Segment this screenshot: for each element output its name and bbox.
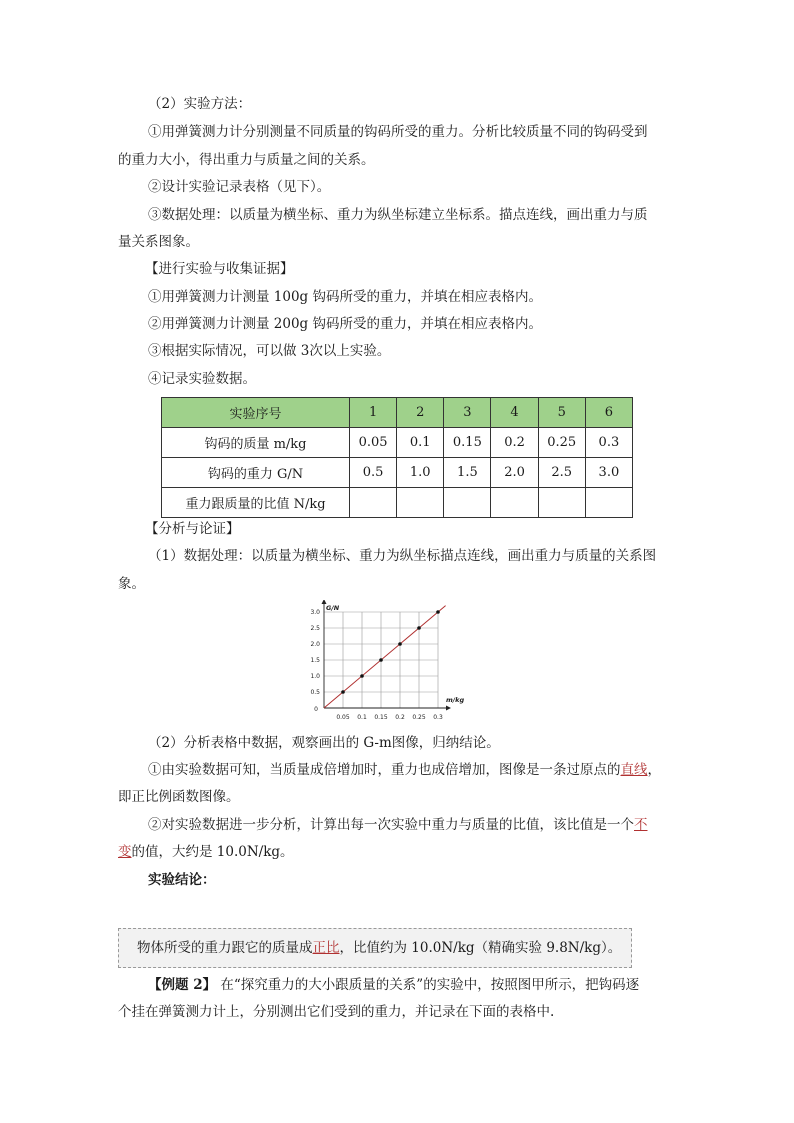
y-tick-label: 1.5 — [310, 657, 320, 664]
conclusion-1-answer: 直线 — [620, 762, 648, 778]
method-step-1: ①用弹簧测力计分别测量不同质量的钩码所受的重力。分析比较质量不同的钩码受到 — [148, 124, 648, 140]
conclusion-1-text: ①由实验数据可知，当质量成倍增加时，重力也成倍增加，图像是一条过原点的 — [148, 762, 621, 778]
y-tick-label: 0.5 — [310, 689, 320, 696]
data-point — [379, 658, 383, 662]
table-header-row — [162, 398, 633, 428]
x-tick-label: 0.25 — [412, 714, 426, 721]
experiment-conclusion-label: 实验结论： — [148, 872, 216, 888]
x-tick-label: 0.05 — [336, 714, 350, 721]
x-axis-arrow — [446, 706, 451, 711]
table-cell — [397, 488, 444, 518]
table-cell: 钩码的质量 m/kg — [162, 428, 350, 458]
data-point — [398, 642, 402, 646]
table-cell: 0.25 — [538, 428, 585, 458]
table-header-cell: 6 — [585, 398, 632, 428]
method-step-3: ③数据处理：以质量为横坐标、重力为纵坐标建立坐标系。描点连线，画出重力与质 — [148, 207, 648, 223]
conclusion-2-cont — [118, 842, 294, 862]
table-cell: 3.0 — [585, 458, 632, 488]
evidence-heading: 【进行实验与收集证据】 — [145, 261, 294, 277]
table-cell: 0.5 — [350, 458, 397, 488]
conclusion-1 — [148, 760, 661, 780]
table-cell: 0.2 — [491, 428, 538, 458]
table-cell — [491, 488, 538, 518]
table-cell: 2.5 — [538, 458, 585, 488]
table-cell: 2.0 — [491, 458, 538, 488]
method-step-1-cont: 的重力大小，得出重力与质量之间的关系。 — [118, 152, 375, 168]
example-2 — [148, 975, 639, 995]
table-cell: 重力跟质量的比值 N/kg — [162, 488, 350, 518]
method-step-3-cont: 量关系图象。 — [118, 234, 199, 250]
table-cell — [350, 488, 397, 518]
evidence-step-4: ④记录实验数据。 — [148, 371, 256, 387]
method-step-2: ②设计实验记录表格（见下）。 — [148, 179, 331, 195]
conclusion-2-text: ②对实验数据进一步分析，计算出每一次实验中重力与质量的比值，该比值是一个 — [148, 817, 634, 833]
table-header-cell: 实验序号 — [162, 398, 350, 428]
conclusion-1-punct: ， — [647, 762, 661, 778]
table-header-cell: 3 — [444, 398, 491, 428]
conclusion-statement — [137, 938, 621, 958]
conclusion-statement-tail: ，比值约为 10.0N/kg（精确实验 9.8N/kg）。 — [339, 940, 622, 956]
table-header-cell: 4 — [491, 398, 538, 428]
evidence-step-3: ③根据实际情况，可以做 3次以上实验。 — [148, 343, 391, 359]
table-cell: 0.05 — [350, 428, 397, 458]
conclusion-2-answer-part2: 变 — [118, 844, 132, 860]
table-cell: 1.5 — [444, 458, 491, 488]
table-cell — [585, 488, 632, 518]
table-header-cell: 1 — [350, 398, 397, 428]
example-2-cont: 个挂在弹簧测力计上，分别测出它们受到的重力，并记录在下面的表格中. — [118, 1004, 555, 1020]
table-cell: 钩码的重力 G/N — [162, 458, 350, 488]
analysis-step-1-cont: 象。 — [118, 576, 145, 592]
example-2-text: 在“探究重力的大小跟质量的关系”的实验中，按照图甲所示，把钩码逐 — [216, 977, 640, 993]
table-row — [162, 488, 633, 518]
analysis-step-1: （1）数据处理：以质量为横坐标、重力为纵坐标描点连线，画出重力与质量的关系图 — [148, 548, 657, 564]
conclusion-statement-text: 物体所受的重力跟它的质量成 — [137, 940, 313, 956]
y-tick-label: 3.0 — [310, 609, 320, 616]
conclusion-2-tail: 的值，大约是 10.0N/kg。 — [131, 844, 294, 860]
conclusion-2 — [148, 815, 648, 835]
y-tick-label: 2.5 — [310, 625, 320, 632]
table-cell — [538, 488, 585, 518]
y-tick-label: 1.0 — [310, 673, 320, 680]
table-row — [162, 428, 633, 458]
x-tick-label: 0.2 — [395, 714, 405, 721]
conclusion-2-answer-part1: 不 — [634, 817, 648, 833]
table-cell: 0.3 — [585, 428, 632, 458]
data-point — [360, 674, 364, 678]
table-cell — [444, 488, 491, 518]
table-cell: 0.1 — [397, 428, 444, 458]
conclusion-1-cont: 即正比例函数图像。 — [118, 789, 240, 805]
method-heading: （2）实验方法： — [148, 96, 252, 112]
y-tick-label: 2.0 — [310, 641, 320, 648]
example-2-tag: 【例题 2】 — [148, 977, 217, 993]
evidence-step-1: ①用弹簧测力计测量 100g 钩码所受的重力，并填在相应表格内。 — [148, 289, 542, 305]
table-cell: 1.0 — [397, 458, 444, 488]
x-axis-label: m/kg — [446, 696, 465, 704]
evidence-step-2: ②用弹簧测力计测量 200g 钩码所受的重力，并填在相应表格内。 — [148, 316, 542, 332]
table-header-cell: 5 — [538, 398, 585, 428]
conclusion-statement-answer: 正比 — [312, 940, 340, 956]
data-point — [341, 690, 345, 694]
table-header-cell: 2 — [397, 398, 444, 428]
x-tick-label: 0.3 — [433, 714, 443, 721]
x-tick-label: 0.15 — [374, 714, 388, 721]
analysis-step-2: （2）分析表格中数据，观察画出的 G-m图像，归纳结论。 — [148, 735, 500, 751]
table-row — [162, 458, 633, 488]
data-point — [417, 626, 421, 630]
table-cell: 0.15 — [444, 428, 491, 458]
g-m-chart — [300, 600, 475, 724]
origin-label: 0 — [314, 706, 318, 713]
y-axis-label: G/N — [326, 604, 340, 612]
data-table — [161, 397, 633, 518]
data-point — [436, 610, 440, 614]
analysis-heading: 【分析与论证】 — [145, 521, 240, 537]
x-tick-label: 0.1 — [357, 714, 367, 721]
